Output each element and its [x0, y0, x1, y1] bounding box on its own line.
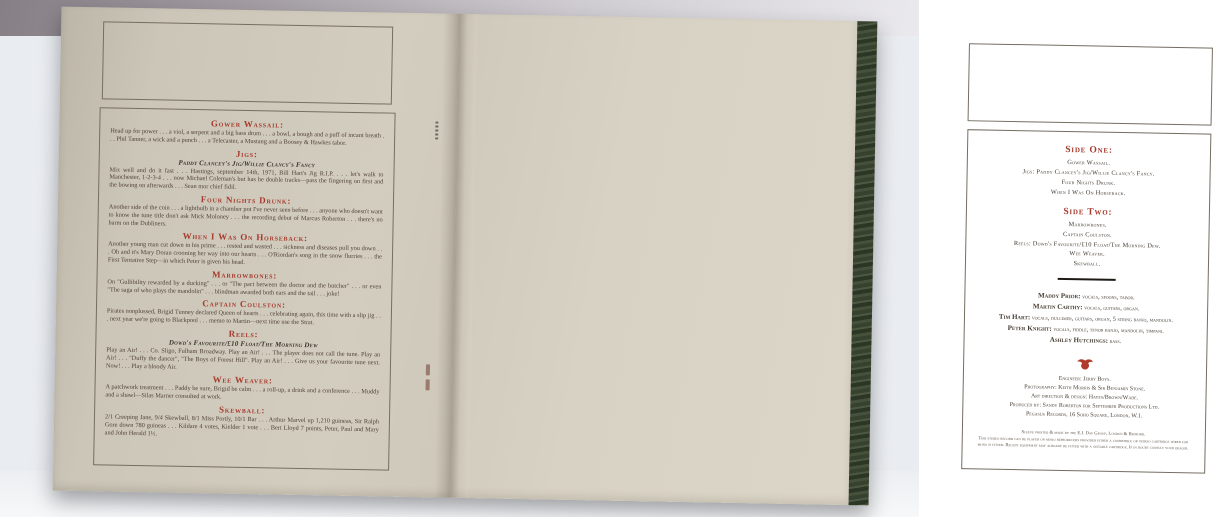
musician-roles: vocals, guitars, organ. [1084, 304, 1140, 313]
track-item: Reels: Dowd's Favourite/£10 Float/The Morning Dew. [1013, 239, 1161, 250]
track-item: Jigs: Paddy Clancey's Jig/Willie Clancy's Fancy. [1022, 168, 1155, 178]
musician-roles: vocals, fiddle, tenor banjo, mandolin, timpani. [1053, 325, 1164, 335]
musician-name: Maddy Prior: [1037, 291, 1081, 301]
small-print-line: This stereo record can be played on mono reproducers provided either a compatible or stereo cartridge wired for mono is fitted. Recent equipment may already be fitted with a suitable cartridge. If in doubt consult your dealer. [978, 436, 1190, 452]
musician-name: Martin Carthy: [1032, 302, 1083, 312]
left-page [53, 7, 460, 498]
divider-rule [1058, 278, 1116, 281]
liner-note-section [110, 116, 384, 148]
credit-line: Produced by: Sandy Roberton for September Productions Ltd. [1009, 401, 1160, 411]
side-one-heading: Side One: [1065, 144, 1113, 156]
liner-note-section [105, 373, 379, 405]
track-item: Skewball. [1073, 260, 1101, 269]
song-note: 2/1 Creeping Jane, 9/4 Skewball, 8/1 Miss Portly, 10/1 Bar . . . Arthur Marvel up 1,210 guineas, Sir Ralph Gore down 780 guineas . . . Kildare 4 votes, Kielder 1 vote . . . Bert Lloyd 7 points, Peter, Paul and Mary and John Herald 1½. [104, 413, 380, 437]
decorative-empty-frame-right [968, 43, 1213, 125]
credit-line: Art direction & design: Hayes/Brown/Wade. [1030, 393, 1139, 402]
tracklist-credits-panel [961, 129, 1211, 473]
song-heading: Four Nights Drunk: [200, 194, 292, 206]
song-heading: Skewball: [218, 404, 266, 416]
spine-print-mark [426, 379, 430, 390]
credit-line: Photography: Keith Morris & Sir Benjamin Stone. [1024, 384, 1146, 393]
song-heading: Marrowbones: [211, 269, 278, 281]
track-item: When I Was On Horseback. [1050, 188, 1126, 197]
small-print-line: Sleeve printed & made by the E.J. Day Group, London & Bedford. [1021, 429, 1146, 437]
song-note: Play an Air! . . . Co. Sligo, Fulham Broadway. Play an Air! . . . The player does not call the tune. Play an Air! . . . "Duffy the dancer", "The Boys of Forest Hill". Play an Air! . . . Give us your favourite tune next. Now! . . . Play a bloody Air. [105, 346, 381, 371]
song-note: Another side of the coin . . . a lightbulb in a chamber pot I've never seen before . . . anyone who doesn't want to know the tune title don't ask Mick Moloney . . . the recording debut of Marcus Roberton . . . there's no harm on the Dubliners. [108, 203, 383, 228]
liner-note-section [107, 267, 381, 299]
side-two-heading: Side Two: [1063, 206, 1113, 218]
album-gatefold [53, 7, 1190, 506]
liner-note-section [107, 297, 381, 329]
credit-line: Pegasus Records, 16 Soho Square, London, W.1. [1025, 411, 1143, 420]
song-note: Mix well and do it fast . . . Hastings, september 14th, 1971, Bill Hart's Jig R.I.P. . . . let's walk to Manchester, 1-2-3-4 . . . now Michael Coleman's but has he double tracks—pass the fingering on first and the bowing on afterwards . . . Sean mor chief fidil. [109, 166, 384, 191]
credit-line: Engineer: Jerry Boys. [1058, 375, 1111, 383]
track-item: Gower Wassail. [1067, 159, 1111, 167]
track-item: Wee Weaver. [1069, 250, 1105, 259]
spine-print-mark [435, 121, 438, 139]
song-note: A patchwork treatment . . . Paddy be sure, Brigid be calm . . . a roll-up, a drink and a conference . . . Muddy and a shawl—Silas Marner consulted at work. [105, 383, 380, 401]
liner-notes-panel [93, 107, 396, 470]
right-page [451, 14, 1190, 505]
song-heading: Gower Wassail: [210, 118, 284, 130]
song-heading: Reels: [228, 328, 259, 340]
small-print [975, 428, 1193, 452]
song-heading: Jigs: [235, 148, 258, 159]
liner-note-section [106, 326, 381, 374]
song-heading: Wee Weaver: [212, 374, 273, 386]
song-heading: When I Was On Horseback: [182, 231, 308, 244]
track-item: Four Nights Drunk. [1061, 178, 1116, 187]
liner-note-section [109, 146, 384, 194]
song-note: Pirates nonplussed, Brigid Tunney declared Queen of hearts . . . celebrating again, this time with a slip jig . . . next year we're going to Blackpool . . . memo to Martin—next time use the Strat. [106, 307, 381, 327]
musician-name: Tim Hart: [998, 312, 1031, 322]
musician-roles: bass. [1109, 337, 1122, 346]
song-note: Another young man cut down in his prime . . . rested and wasted . . . sickness and diseases pull you down . . . Oh and it's Mary Doran crooning her way into our hearts . . . O'Riordan's song in the snow flurries . . . the First Tentative Step—in which Peter is given his head. [107, 240, 383, 266]
track-item: Marrowbones. [1068, 220, 1107, 229]
liner-note-section [108, 230, 383, 269]
song-note: On "Gullibility rewarded by a ducking" . . . or "The pact between the doctor and the butcher" . . . or even "The saga of who plays the mandolin" . . . blindman awarded both ears and the tail . . . joke! [107, 278, 382, 298]
personnel-list [976, 290, 1195, 349]
song-subtitle: Paddy Clancey's Jig/Willie Clancy's Fancy [178, 158, 316, 169]
musician-name: Ashley Hutchings: [1049, 335, 1109, 345]
musician-roles: vocals, dulcimer, guitars, organ, 5 string banjo, mandolin. [1031, 314, 1174, 325]
spine-print-mark [426, 364, 430, 375]
musician-roles: vocals, spoons, tabor. [1082, 293, 1135, 302]
musician-name: Peter Knight: [1007, 324, 1052, 333]
song-heading: Captain Coulston: [202, 298, 286, 311]
song-subtitle: Dowd's Favourite/£10 Float/The Morning Dew [168, 338, 318, 350]
song-note: Head up for power . . . a viol, a serpent and a big bass drum . . . a bowl, a bough and a puff of incant breath . . . Phil Tanner, a wick and a punch . . . a Telecaster, a Mustang and a Boosey & Hawkes tabor. [110, 127, 385, 147]
liner-note-section [105, 402, 380, 441]
track-item: Captain Coulston. [1062, 230, 1113, 239]
decorative-empty-frame-left [102, 21, 393, 104]
pegasus-emblem-icon [1076, 358, 1094, 371]
liner-note-section [108, 192, 383, 231]
